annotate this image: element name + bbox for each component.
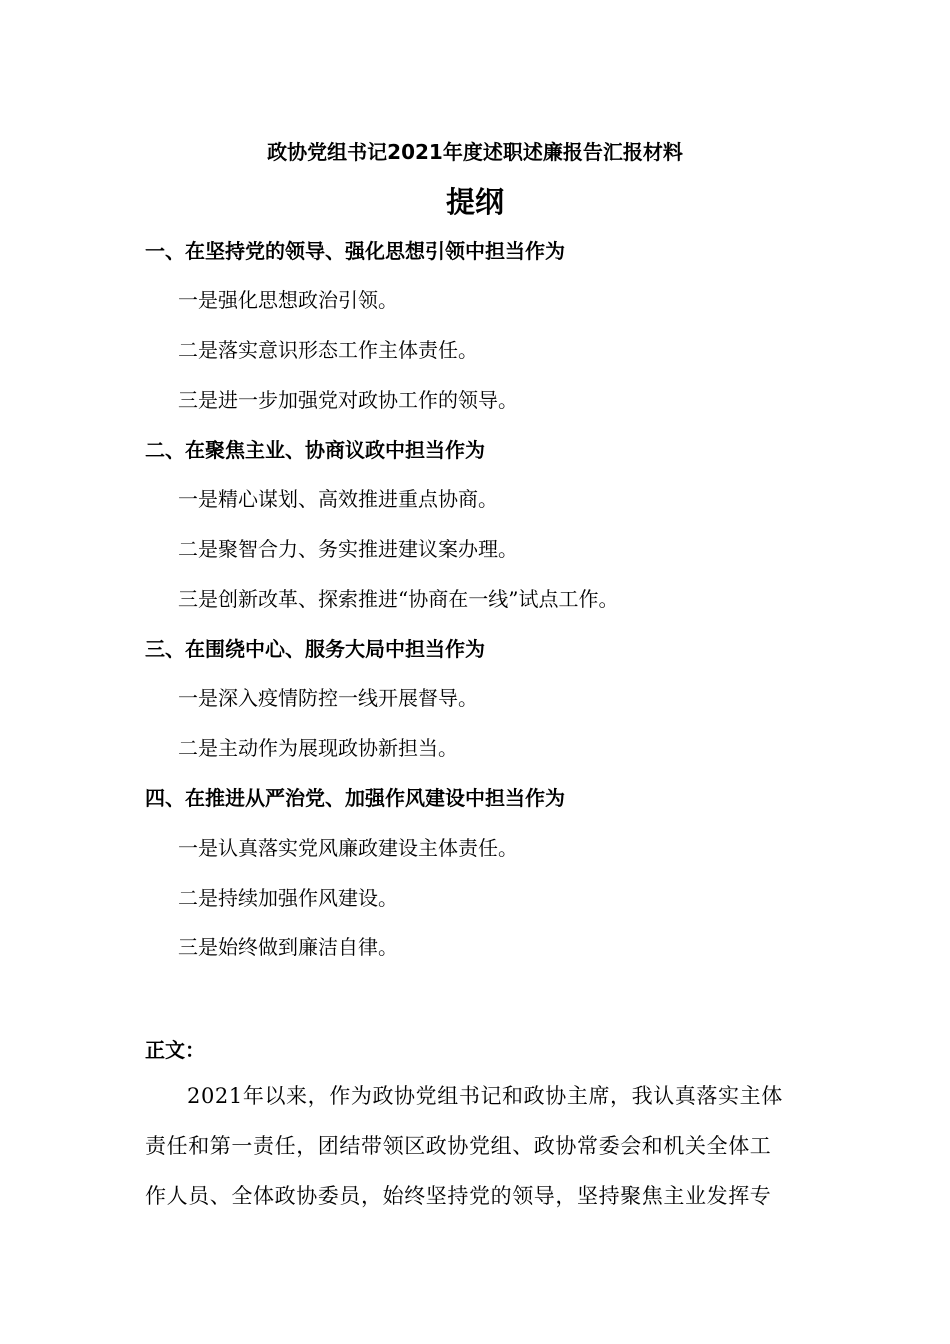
outline-item: 二是主动作为展现政协新担当。 — [178, 736, 458, 760]
outline-item: 三是进一步加强党对政协工作的领导。 — [178, 388, 518, 412]
body-text-line: 责任和第一责任，团结带领区政协党组、政协常委会和机关全体工 — [145, 1134, 772, 1158]
outline-item: 二是持续加强作风建设。 — [178, 886, 398, 910]
outline-item: 一是强化思想政治引领。 — [178, 288, 398, 312]
body-label: 正文： — [145, 1038, 205, 1062]
section-heading: 一、在坚持党的领导、强化思想引领中担当作为 — [145, 239, 565, 263]
outline-item: 三是始终做到廉洁自律。 — [178, 935, 398, 959]
section-heading: 二、在聚焦主业、协商议政中担当作为 — [145, 438, 485, 462]
outline-item: 三是创新改革、探索推进“协商在一线”试点工作。 — [178, 587, 619, 611]
outline-title: 提纲 — [445, 185, 504, 219]
outline-item: 一是精心谋划、高效推进重点协商。 — [178, 487, 498, 511]
outline-item: 一是认真落实党风廉政建设主体责任。 — [178, 836, 518, 860]
section-heading: 三、在围绕中心、服务大局中担当作为 — [145, 637, 485, 661]
section-heading: 四、在推进从严治党、加强作风建设中担当作为 — [145, 786, 565, 810]
outline-item: 二是聚智合力、务实推进建议案办理。 — [178, 537, 518, 561]
body-text-line: 作人员、全体政协委员，始终坚持党的领导，坚持聚焦主业发挥专 — [145, 1184, 772, 1208]
outline-item: 一是深入疫情防控一线开展督导。 — [178, 686, 478, 710]
document-title: 政协党组书记2021年度述职述廉报告汇报材料 — [267, 140, 683, 164]
outline-item: 二是落实意识形态工作主体责任。 — [178, 338, 478, 362]
body-text-line: 2021年以来，作为政协党组书记和政协主席，我认真落实主体 — [187, 1084, 783, 1108]
